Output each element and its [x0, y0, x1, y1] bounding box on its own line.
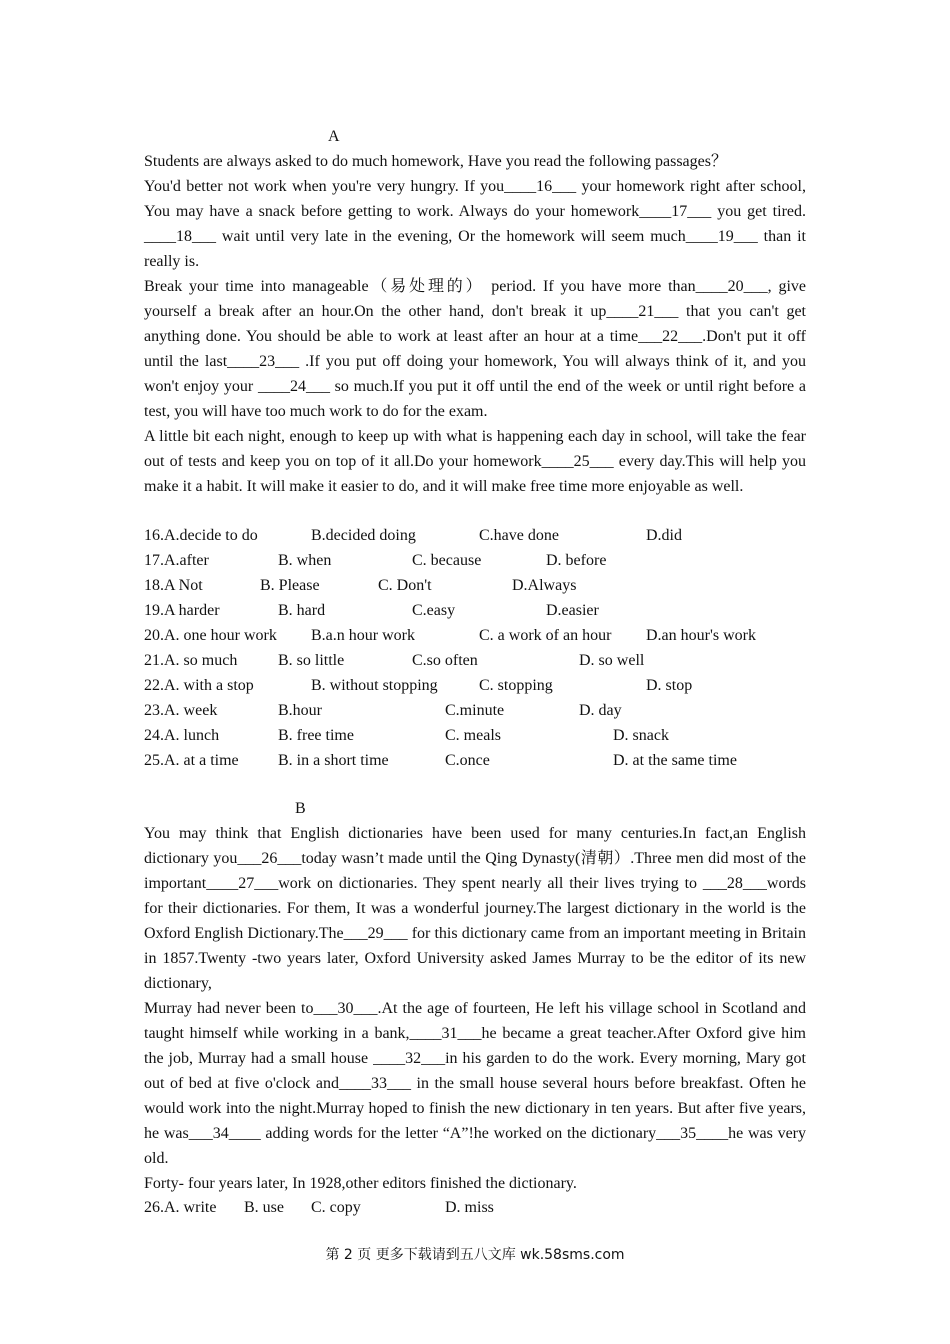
option-c: C.have done	[479, 527, 559, 544]
option-d: D.easier	[546, 602, 599, 619]
option-b: B.decided doing	[311, 527, 416, 544]
question-options	[144, 673, 806, 698]
option-c: C. copy	[311, 1199, 361, 1216]
section-a-passage	[144, 149, 806, 499]
section-b-passage	[144, 821, 806, 1196]
option-a: 21.A. so much	[144, 652, 238, 669]
option-d: D. miss	[445, 1199, 494, 1216]
paragraph: Forty- four years later, In 1928,other editors finished the dictionary.	[144, 1175, 577, 1192]
paragraph: A little bit each night, enough to keep up with what is happening each day in school, will take the fear out of tests and keep you on top of it all.Do your homework____25___ every day.This will help you make it a habit. It will make it easier to do, and it will make free time more enjoyable as well.	[144, 428, 806, 495]
option-c: C. Don't	[378, 577, 432, 594]
paragraph: Break your time into manageable（易处理的） period. If you have more than____20___, give yourself a break after an hour.On the other hand, don't break it up____21___ that you can't get anything done. You should be able to work at least after an hour at a time___22___.Don't put it off until the last____23___ .If you put off doing your homework, You will always think of it, and you won't enjoy your ____24___ so much.If you put it off until the end of the week or until right before a test, you will have too much work to do for the exam.	[144, 278, 806, 420]
option-b: B. when	[278, 552, 332, 569]
option-b: B. use	[244, 1199, 284, 1216]
option-d: D. so well	[579, 652, 645, 669]
option-c: C. meals	[445, 727, 501, 744]
option-c: C.once	[445, 752, 490, 769]
paragraph: You may think that English dictionaries have been used for many centuries.In fact,an English dictionary you___26___today wasn’t made until the Qing Dynasty(清朝）.Three men did most of the important____27___work on dictionaries. They spent nearly all their lives trying to ___28___words for their dictionaries. For them, It was a wonderful journey.The largest dictionary in the world is the Oxford English Dictionary.The___29___ for this dictionary came from an important meeting in Britain in 1857.Twenty -two years later, Oxford University asked James Murray to be the editor of its new dictionary,	[144, 825, 806, 992]
option-d: D.Always	[512, 577, 577, 594]
option-b: B. in a short time	[278, 752, 389, 769]
option-a: 19.A harder	[144, 602, 220, 619]
question-options	[144, 548, 806, 573]
question-options	[144, 523, 806, 548]
option-b: B. Please	[260, 577, 320, 594]
option-b: B. so little	[278, 652, 345, 669]
option-d: D.an hour's work	[646, 627, 756, 644]
option-c: C.minute	[445, 702, 505, 719]
section-b-options	[144, 1195, 806, 1220]
paragraph: You'd better not work when you're very hungry. If you____16___ your homework right after school, You may have a snack before getting to work. Always do your homework____17___ you get tired. ____18___ wait until very late in the evening, Or the homework will seem much____19___ than it really is.	[144, 178, 806, 270]
page-footer: 第 2 页 更多下载请到五八文库 wk.58sms.com	[325, 1247, 625, 1263]
option-c: C.easy	[412, 602, 456, 619]
option-a: 17.A.after	[144, 552, 209, 569]
question-options	[144, 648, 806, 673]
question-options	[144, 573, 806, 598]
option-d: D. snack	[613, 727, 669, 744]
question-options	[144, 723, 806, 748]
option-b: B. free time	[278, 727, 354, 744]
section-b-label: B	[295, 800, 306, 817]
option-a: 16.A.decide to do	[144, 527, 258, 544]
section-a-label: A	[328, 128, 340, 145]
option-b: B. hard	[278, 602, 326, 619]
option-d: D. day	[579, 702, 622, 719]
option-c: C. a work of an hour	[479, 627, 612, 644]
question-options	[144, 698, 806, 723]
option-b: B. without stopping	[311, 677, 438, 694]
option-a: 22.A. with a stop	[144, 677, 254, 694]
section-a-options	[144, 523, 806, 773]
question-options	[144, 1195, 806, 1220]
option-d: D.did	[646, 527, 682, 544]
option-b: B.hour	[278, 702, 322, 719]
option-d: D. at the same time	[613, 752, 737, 769]
option-b: B.a.n hour work	[311, 627, 415, 644]
option-c: C.so often	[412, 652, 478, 669]
option-d: D. stop	[646, 677, 693, 694]
question-options	[144, 748, 806, 773]
option-a: 24.A. lunch	[144, 727, 220, 744]
question-options	[144, 598, 806, 623]
paragraph: Murray had never been to___30___.At the age of fourteen, He left his village school in Scotland and taught himself while working in a bank,____31___he became a great teacher.After Oxford give him the job, Murray had a small house ____32___in his garden to do the work. Every morning, Mary got out of bed at five o'clock and____33___ in the small house several hours before breakfast. Often he would work into the night.Murray hoped to finish the new dictionary in ten years. But after five years, he was___34____ adding words for the letter “A”!he worked on the dictionary___35____he was very old.	[144, 1000, 806, 1167]
option-d: D. before	[546, 552, 607, 569]
paragraph: Students are always asked to do much homework, Have you read the following passages？	[144, 153, 727, 170]
option-a: 25.A. at a time	[144, 752, 239, 769]
option-a: 18.A Not	[144, 577, 203, 594]
option-c: C. stopping	[479, 677, 553, 694]
option-a: 23.A. week	[144, 702, 218, 719]
question-options	[144, 623, 806, 648]
option-a: 20.A. one hour work	[144, 627, 277, 644]
option-c: C. because	[412, 552, 482, 569]
option-a: 26.A. write	[144, 1199, 217, 1216]
